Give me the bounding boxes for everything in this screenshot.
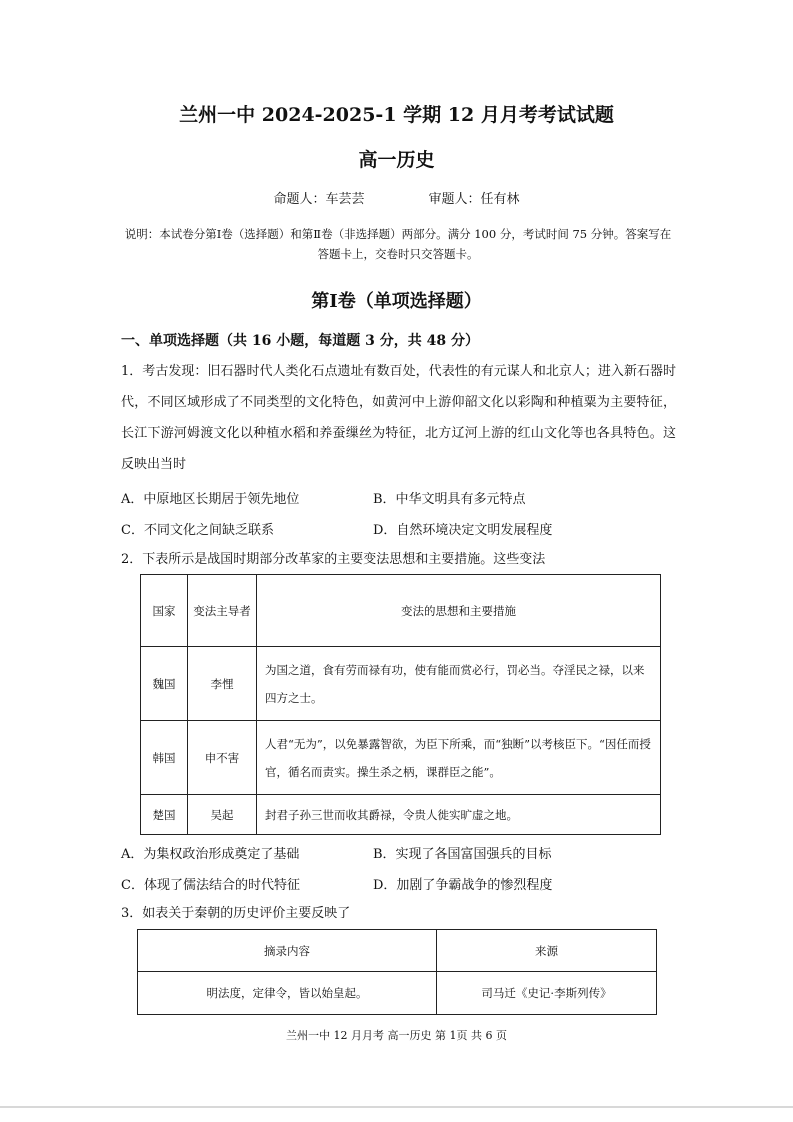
table-cell: 吴起 bbox=[188, 795, 257, 835]
reviewer-name: 审题人：任有林 bbox=[428, 192, 520, 207]
table-row bbox=[141, 721, 661, 795]
author-name: 命题人：车芸芸 bbox=[273, 192, 365, 207]
table-header-cell: 摘录内容 bbox=[138, 930, 437, 972]
part-heading: 一、单项选择题（共 16 小题，每道题 3 分，共 48 分） bbox=[121, 333, 479, 349]
table-header-cell: 来源 bbox=[437, 930, 657, 972]
section-title: 第Ⅰ卷（单项选择题） bbox=[311, 291, 482, 312]
table-header-row bbox=[138, 930, 657, 972]
table-header-row bbox=[141, 575, 661, 647]
table-cell: 韩国 bbox=[141, 721, 188, 795]
exam-subject: 高一历史 bbox=[358, 149, 435, 171]
question-3-stem: 3．如表关于秦朝的历史评价主要反映了 bbox=[121, 906, 351, 921]
exam-title: 兰州一中 2024-2025-1 学期 12 月月考考试试题 bbox=[179, 104, 614, 126]
reform-table bbox=[140, 574, 661, 835]
question-1-option-b: B．中华文明具有多元特点 bbox=[373, 492, 526, 507]
table-row bbox=[141, 795, 661, 835]
table-cell: 封君子孙三世而收其爵禄，令贵人徙实旷虚之地。 bbox=[257, 795, 661, 835]
question-2-option-c: C．体现了儒法结合的时代特征 bbox=[121, 878, 300, 893]
table-row bbox=[141, 647, 661, 721]
table-cell: 申不害 bbox=[188, 721, 257, 795]
table-cell: 李悝 bbox=[188, 647, 257, 721]
table-header-cell: 变法的思想和主要措施 bbox=[257, 575, 661, 647]
question-1-option-d: D．自然环境决定文明发展程度 bbox=[373, 523, 553, 538]
question-2-option-d: D．加剧了争霸战争的惨烈程度 bbox=[373, 878, 553, 893]
page-bottom-divider bbox=[0, 1106, 793, 1108]
question-2-stem: 2．下表所示是战国时期部分改革家的主要变法思想和主要措施。这些变法 bbox=[121, 552, 546, 567]
table-header-cell: 变法主导者 bbox=[188, 575, 257, 647]
question-1-option-c: C．不同文化之间缺乏联系 bbox=[121, 523, 274, 538]
question-1-stem: 1．考古发现：旧石器时代人类化石点遗址有数百处，代表性的有元谋人和北京人；进入新石器时代，不同区域形成了不同类型的文化特色，如黄河中上游仰韶文化以彩陶和种植粟为主要特征，长江下游河姆渡文化以种植水稻和养蚕缫丝为特征，北方辽河上游的红山文化等也各具特色。这反映出当时 bbox=[121, 364, 676, 472]
question-1-option-a: A．中原地区长期居于领先地位 bbox=[121, 492, 300, 507]
page-footer: 兰州一中 12 月月考 高一历史 第 1页 共 6 页 bbox=[286, 1029, 507, 1042]
table-cell: 明法度，定律令，皆以始皇起。 bbox=[138, 972, 437, 1015]
table-cell: 人君“无为”，以免暴露智欲，为臣下所乘，而“独断”以考核臣下。“因任而授官，循名而责实。操生杀之柄，课群臣之能”。 bbox=[257, 721, 661, 795]
table-cell: 魏国 bbox=[141, 647, 188, 721]
table-row bbox=[138, 972, 657, 1015]
authors-line bbox=[0, 188, 793, 207]
question-2-option-b: B．实现了各国富国强兵的目标 bbox=[373, 847, 552, 862]
exam-instructions: 说明：本试卷分第Ⅰ卷（选择题）和第Ⅱ卷（非选择题）两部分。满分 100 分，考试时间 75 分钟。答案写在答题卡上，交卷时只交答题卡。 bbox=[124, 227, 672, 261]
qin-evaluation-table bbox=[137, 929, 657, 1015]
table-cell: 司马迁《史记·李斯列传》 bbox=[437, 972, 657, 1015]
table-header-cell: 国家 bbox=[141, 575, 188, 647]
table-cell: 楚国 bbox=[141, 795, 188, 835]
question-2-option-a: A．为集权政治形成奠定了基础 bbox=[121, 847, 300, 862]
table-cell: 为国之道，食有劳而禄有功，使有能而赏必行，罚必当。夺淫民之禄，以来四方之士。 bbox=[257, 647, 661, 721]
